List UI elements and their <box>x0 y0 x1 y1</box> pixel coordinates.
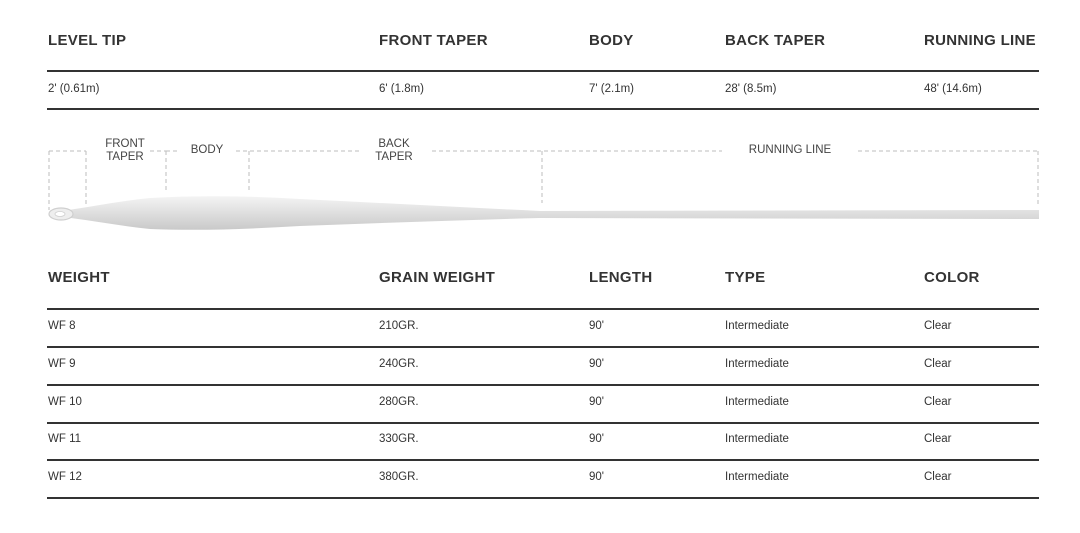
cell-length: 90' <box>589 433 604 445</box>
value-front-taper: 6' (1.8m) <box>379 83 425 95</box>
value-running-line: 48' (14.6m) <box>924 83 982 95</box>
cell-color: Clear <box>924 396 952 408</box>
cell-weight: WF 8 <box>48 320 76 332</box>
label-back-taper-2: TAPER <box>375 151 413 163</box>
cell-length: 90' <box>589 320 604 332</box>
fly-line-shape <box>62 196 1039 230</box>
cell-weight: WF 11 <box>48 433 82 445</box>
cell-grain-weight: 280GR. <box>379 396 419 408</box>
cell-grain-weight: 330GR. <box>379 433 419 445</box>
label-front-taper-2: TAPER <box>106 151 144 163</box>
divider <box>47 308 1039 310</box>
header-length: LENGTH <box>589 269 653 286</box>
cell-weight: WF 12 <box>48 471 82 483</box>
cell-type: Intermediate <box>725 396 789 408</box>
cell-color: Clear <box>924 471 952 483</box>
header-level-tip: LEVEL TIP <box>48 32 127 49</box>
header-grain-weight: GRAIN WEIGHT <box>379 269 496 286</box>
divider <box>47 422 1039 424</box>
cell-type: Intermediate <box>725 320 789 332</box>
divider <box>47 497 1039 499</box>
cell-grain-weight: 240GR. <box>379 358 419 370</box>
header-running-line: RUNNING LINE <box>924 32 1036 49</box>
cell-grain-weight: 380GR. <box>379 471 419 483</box>
cell-color: Clear <box>924 320 952 332</box>
label-back-taper-1: BACK <box>378 138 410 150</box>
header-color: COLOR <box>924 269 980 286</box>
header-back-taper: BACK TAPER <box>725 32 826 49</box>
cell-weight: WF 9 <box>48 358 76 370</box>
cell-type: Intermediate <box>725 358 789 370</box>
divider <box>47 384 1039 386</box>
header-body: BODY <box>589 32 634 49</box>
value-level-tip: 2' (0.61m) <box>48 83 100 95</box>
cell-length: 90' <box>589 471 604 483</box>
cell-color: Clear <box>924 433 952 445</box>
cell-length: 90' <box>589 358 604 370</box>
divider <box>47 70 1039 72</box>
label-front-taper-1: FRONT <box>105 138 145 150</box>
cell-type: Intermediate <box>725 433 789 445</box>
cell-length: 90' <box>589 396 604 408</box>
cell-weight: WF 10 <box>48 396 82 408</box>
label-body: BODY <box>190 144 224 156</box>
divider <box>47 346 1039 348</box>
fly-line-diagram <box>0 125 1080 255</box>
label-running-line: RUNNING LINE <box>748 144 832 156</box>
header-type: TYPE <box>725 269 766 286</box>
value-back-taper: 28' (8.5m) <box>725 83 777 95</box>
header-front-taper: FRONT TAPER <box>379 32 488 49</box>
divider <box>47 108 1039 110</box>
value-body: 7' (2.1m) <box>589 83 635 95</box>
divider <box>47 459 1039 461</box>
cell-grain-weight: 210GR. <box>379 320 419 332</box>
cell-color: Clear <box>924 358 952 370</box>
header-weight: WEIGHT <box>48 269 110 286</box>
cell-type: Intermediate <box>725 471 789 483</box>
